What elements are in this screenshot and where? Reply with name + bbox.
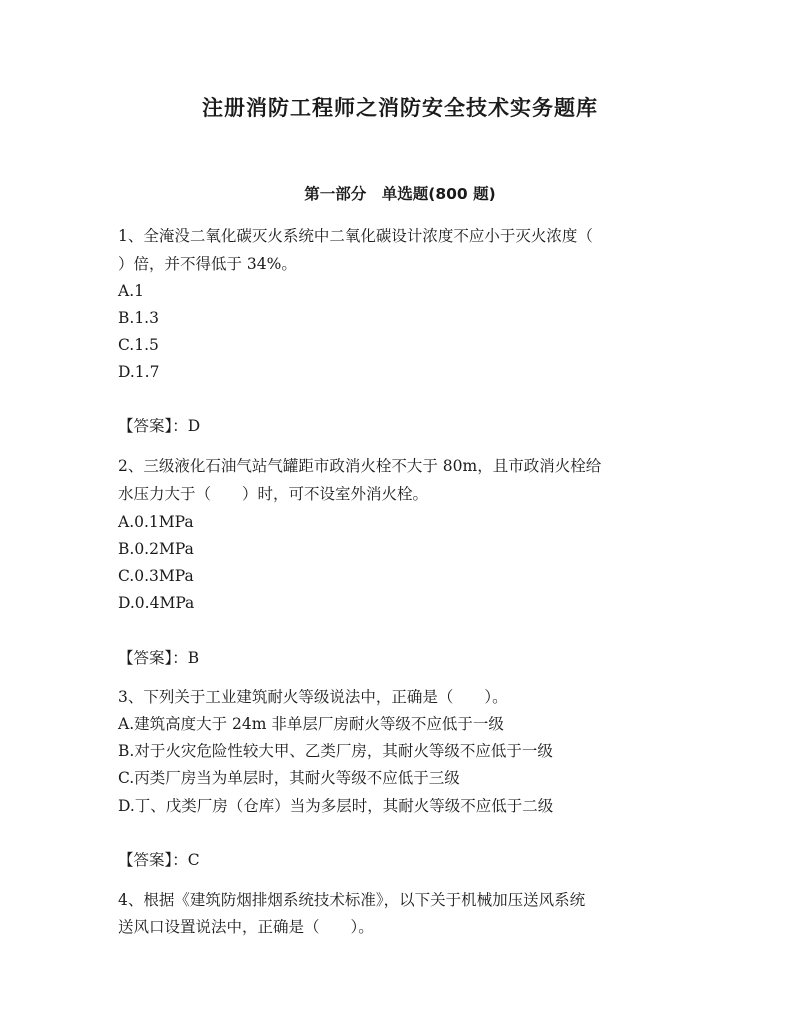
question-4-stem-line-2: 送风口设置说法中，正确是（ ）。	[118, 918, 374, 936]
question-3-stem-line-1: 3、下列关于工业建筑耐火等级说法中，正确是（ ）。	[118, 688, 508, 706]
question-3-option-c: C.丙类厂房当为单层时，其耐火等级不应低于三级	[118, 769, 460, 787]
question-3-option-a: A.建筑高度大于 24m 非单层厂房耐火等级不应低于一级	[118, 715, 504, 733]
question-3-option-d: D.丁、戊类厂房（仓库）当为多层时，其耐火等级不应低于二级	[118, 797, 554, 815]
question-3-option-b: B.对于火灾危险性较大甲、乙类厂房，其耐火等级不应低于一级	[118, 742, 553, 760]
question-1-stem-line-2: ）倍，并不得低于 34%。	[118, 255, 297, 273]
question-4-stem-line-1: 4、根据《建筑防烟排烟系统技术标准》，以下关于机械加压送风系统	[118, 891, 586, 909]
question-1-option-d: D.1.7	[118, 363, 160, 381]
question-1-option-a: A.1	[118, 282, 144, 300]
question-1-answer: 【答案】：D	[118, 417, 201, 435]
document-title: 注册消防工程师之消防安全技术实务题库	[202, 96, 598, 120]
section-heading: 第一部分 单选题(800 题)	[304, 185, 496, 203]
question-2-option-a: A.0.1MPa	[118, 513, 194, 531]
question-2-stem-line-1: 2、三级液化石油气站气罐距市政消火栓不大于 80m，且市政消火栓给	[118, 457, 602, 475]
question-2-option-b: B.0.2MPa	[118, 540, 194, 558]
question-2-option-d: D.0.4MPa	[118, 594, 195, 612]
question-2-stem-line-2: 水压力大于（ ）时，可不设室外消火栓。	[118, 485, 429, 503]
question-3-answer: 【答案】：C	[118, 851, 200, 869]
question-1-option-b: B.1.3	[118, 309, 159, 327]
question-1-stem-line-1: 1、全淹没二氧化碳灭火系统中二氧化碳设计浓度不应小于灭火浓度（	[118, 227, 593, 245]
question-2-option-c: C.0.3MPa	[118, 567, 194, 585]
question-1-option-c: C.1.5	[118, 336, 159, 354]
question-2-answer: 【答案】：B	[118, 649, 200, 667]
